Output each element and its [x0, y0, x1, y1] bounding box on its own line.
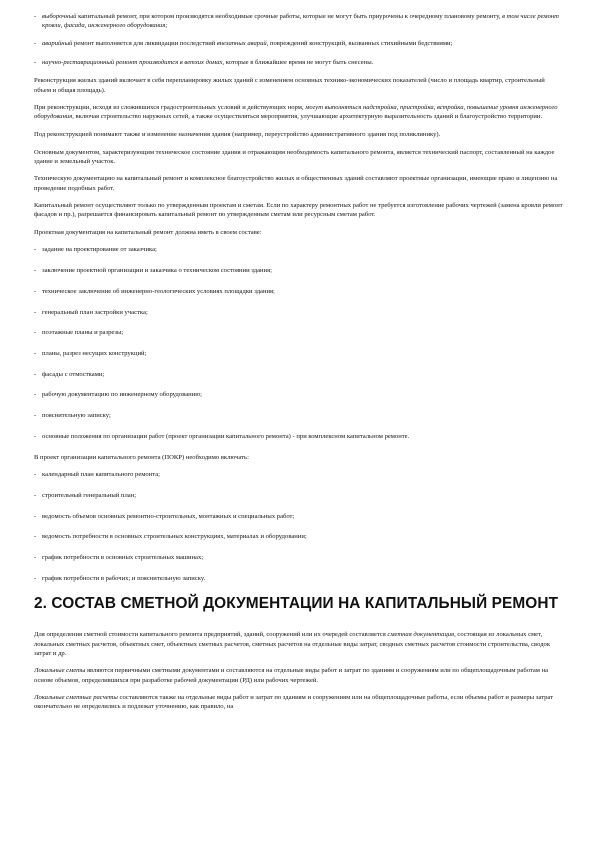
list-dash: - [34, 58, 37, 66]
list-item [34, 308, 563, 317]
list-dash: - [34, 13, 37, 20]
list-item [34, 370, 563, 379]
list-dash: - [34, 246, 37, 254]
list-item-text: строительный генеральный план; [42, 491, 137, 499]
list-item-text: техническое заключение об инженерно-геологических условиях площадки здания; [42, 287, 275, 295]
pokr-contents-list [34, 470, 563, 583]
list-item-text: , которые в ближайшее время не могут быть снесены. [222, 58, 374, 66]
list-item [34, 532, 563, 541]
paragraph [34, 630, 563, 658]
list-item-text: ведомость потребности в основных строительных конструкциях, материалах и оборудовании; [42, 533, 307, 541]
paragraph: Проектная документация на капитальный ремонт должна иметь в своем составе: [34, 228, 262, 236]
list-dash: - [34, 370, 37, 378]
list-dash: - [34, 391, 37, 399]
paragraph-italic: Локальные сметы [34, 667, 86, 675]
paragraph: Под реконструкцией понимают также и изменение назначения здания (например, переустройство административного здания под поликлинику). [34, 130, 441, 138]
repair-types-list [34, 12, 563, 67]
list-item [34, 287, 563, 296]
list-dash: - [34, 553, 37, 561]
list-item-text: график потребности в основных строительных машинах; [42, 553, 204, 561]
list-dash: - [34, 512, 37, 520]
project-docs-list [34, 245, 563, 441]
list-item [34, 266, 563, 275]
list-item-text: ремонт выполняется для ликвидации последствий [72, 40, 217, 48]
list-item-italic: в том числе ремонт кровли, фасада, инженерного оборудования; [42, 13, 559, 30]
paragraph: Реконструкция жилых зданий включает в себя перепланировку жилых зданий с изменением основных технико-экономических показателей (число и площадь квартир, строительный объем и общая площадь). [34, 77, 545, 94]
list-item [34, 58, 563, 67]
list-item-text: ведомость объемов основных ремонтно-строительных, монтажных и специальных работ; [42, 512, 295, 520]
list-item-italic: внезапных аварий [216, 40, 267, 48]
list-item [34, 328, 563, 337]
list-item-text: пояснительную записку; [42, 412, 111, 420]
list-item [34, 411, 563, 420]
paragraph-italic: сметная документация [387, 631, 455, 639]
section-heading: 2. СОСТАВ СМЕТНОЙ ДОКУМЕНТАЦИИ НА КАПИТАЛЬНЫЙ РЕМОНТ [34, 595, 559, 613]
paragraph: В проект организации капитального ремонта (ПОКР) необходимо включать: [34, 453, 249, 461]
term-italic: научно-реставрационный ремонт производится в ветхих домах [42, 58, 223, 66]
paragraph-text: , состоящая из локальных смет, локальных сметных расчетов, объектных смет, объектных сметных расчетов, сметных расчетов на отдельные виды затрат, сводных сметных расчетов стоимости строительства, сводок затрат и др. [34, 631, 551, 657]
list-dash: - [34, 533, 37, 541]
list-dash: - [34, 308, 37, 316]
list-dash: - [34, 40, 37, 48]
list-dash: - [34, 412, 37, 420]
list-item [34, 491, 563, 500]
paragraph-italic: Локальные сметные расчеты [34, 694, 118, 702]
list-item-text: планы, разрез несущих конструкций; [42, 350, 147, 357]
list-item [34, 39, 563, 48]
paragraph [34, 693, 563, 711]
list-item-text: заключение проектной организации и заказчика о техническом состоянии здания; [42, 267, 272, 275]
list-item [34, 432, 563, 441]
list-item [34, 12, 563, 30]
list-item-text: фасады с отмостками; [42, 370, 105, 378]
paragraph [34, 666, 563, 684]
paragraph-text: являются первичными сметными документами и составляются на отдельные виды работ и затрат по зданиям и сооружениям или по общеплощадочным работам на основе объемов, определившихся при разработке рабочей документации (РД) или рабочих чертежей. [34, 667, 549, 684]
list-item [34, 390, 563, 399]
term-italic: аварийный [42, 40, 73, 48]
list-dash: - [34, 267, 37, 275]
list-dash: - [34, 350, 37, 357]
list-item-text: основные положения по организации работ (проект организации капитального ремонта) - при комплексном капитальном ремонте. [42, 432, 410, 440]
paragraph-text: Для определения сметной стоимости капитального ремонта предприятий, зданий, сооружений или их очередей составляется [34, 631, 388, 639]
list-dash: - [34, 574, 37, 582]
list-dash: - [34, 432, 37, 440]
list-item-text: генеральный план застройки участка; [42, 308, 148, 316]
list-item [34, 553, 563, 562]
list-item-text: капитальный ремонт, при котором производятся необходимые срочные работы, которые не могут быть приурочены к очередному плановому ремонту, [76, 13, 503, 20]
paragraph [34, 103, 563, 121]
list-item [34, 512, 563, 521]
paragraph-text: При реконструкции, исходя из сложившихся градостроительных условий и действующих норм, [34, 104, 306, 112]
list-item [34, 470, 563, 479]
paragraph-text: , включая строительство наружных сетей, а также осуществляться мероприятия, улучшающие архитектурную выразительность зданий и благоустройство территории. [72, 113, 543, 121]
paragraph: Основным документом, характеризующим техническое состояние здания и отражающим необходимость капитального ремонта, является технический паспорт, составленный на каждое здание и земельный участок. [34, 148, 555, 165]
paragraph: Техническую документацию на капитальный ремонт и комплексное благоустройство жилых и общественных зданий составляют проектные организации, имеющие право и лицензию на проведение подобных работ. [34, 175, 558, 192]
list-item-text: , повреждений конструкций, вызванных стихийными бедствиями; [266, 40, 453, 48]
list-item [34, 245, 563, 254]
list-item-text: календарный план капитального ремонта; [42, 471, 160, 479]
list-item [34, 349, 563, 358]
paragraph-italic: могут выполняться надстройка, пристройка, встройка, повышение уровня инженерного оборудования [34, 104, 558, 121]
list-dash: - [34, 287, 37, 295]
term-italic: выборочный [42, 13, 77, 20]
list-item [34, 574, 563, 583]
list-item-text: график потребности в рабочих; и пояснительную записку. [42, 574, 206, 582]
list-dash: - [34, 491, 37, 499]
list-item-text: поэтажные планы и разрезы; [42, 329, 124, 337]
list-item-text: рабочую документацию по инженерному оборудованию; [42, 391, 202, 399]
list-dash: - [34, 329, 37, 337]
paragraph: Капитальный ремонт осуществляют только по утвержденным проектам и сметам. Если по характеру ремонтных работ не требуется изготовление рабочих чертежей (замена кровли ремонт фасадов и пр.), разрешается финансировать капитальный ремонт по утвержденным сметам или ресурсным сметам работ. [34, 202, 563, 219]
paragraph-text: составляются также на отдельные виды работ и затрат по зданиям и сооружениям или на общеплощадочные работы, если объемы работ и размеры затрат окончательно не определились и подлежат уточнению, как правило, на [34, 694, 554, 711]
list-dash: - [34, 471, 37, 479]
list-item-text: задание на проектирование от заказчика; [42, 246, 157, 254]
